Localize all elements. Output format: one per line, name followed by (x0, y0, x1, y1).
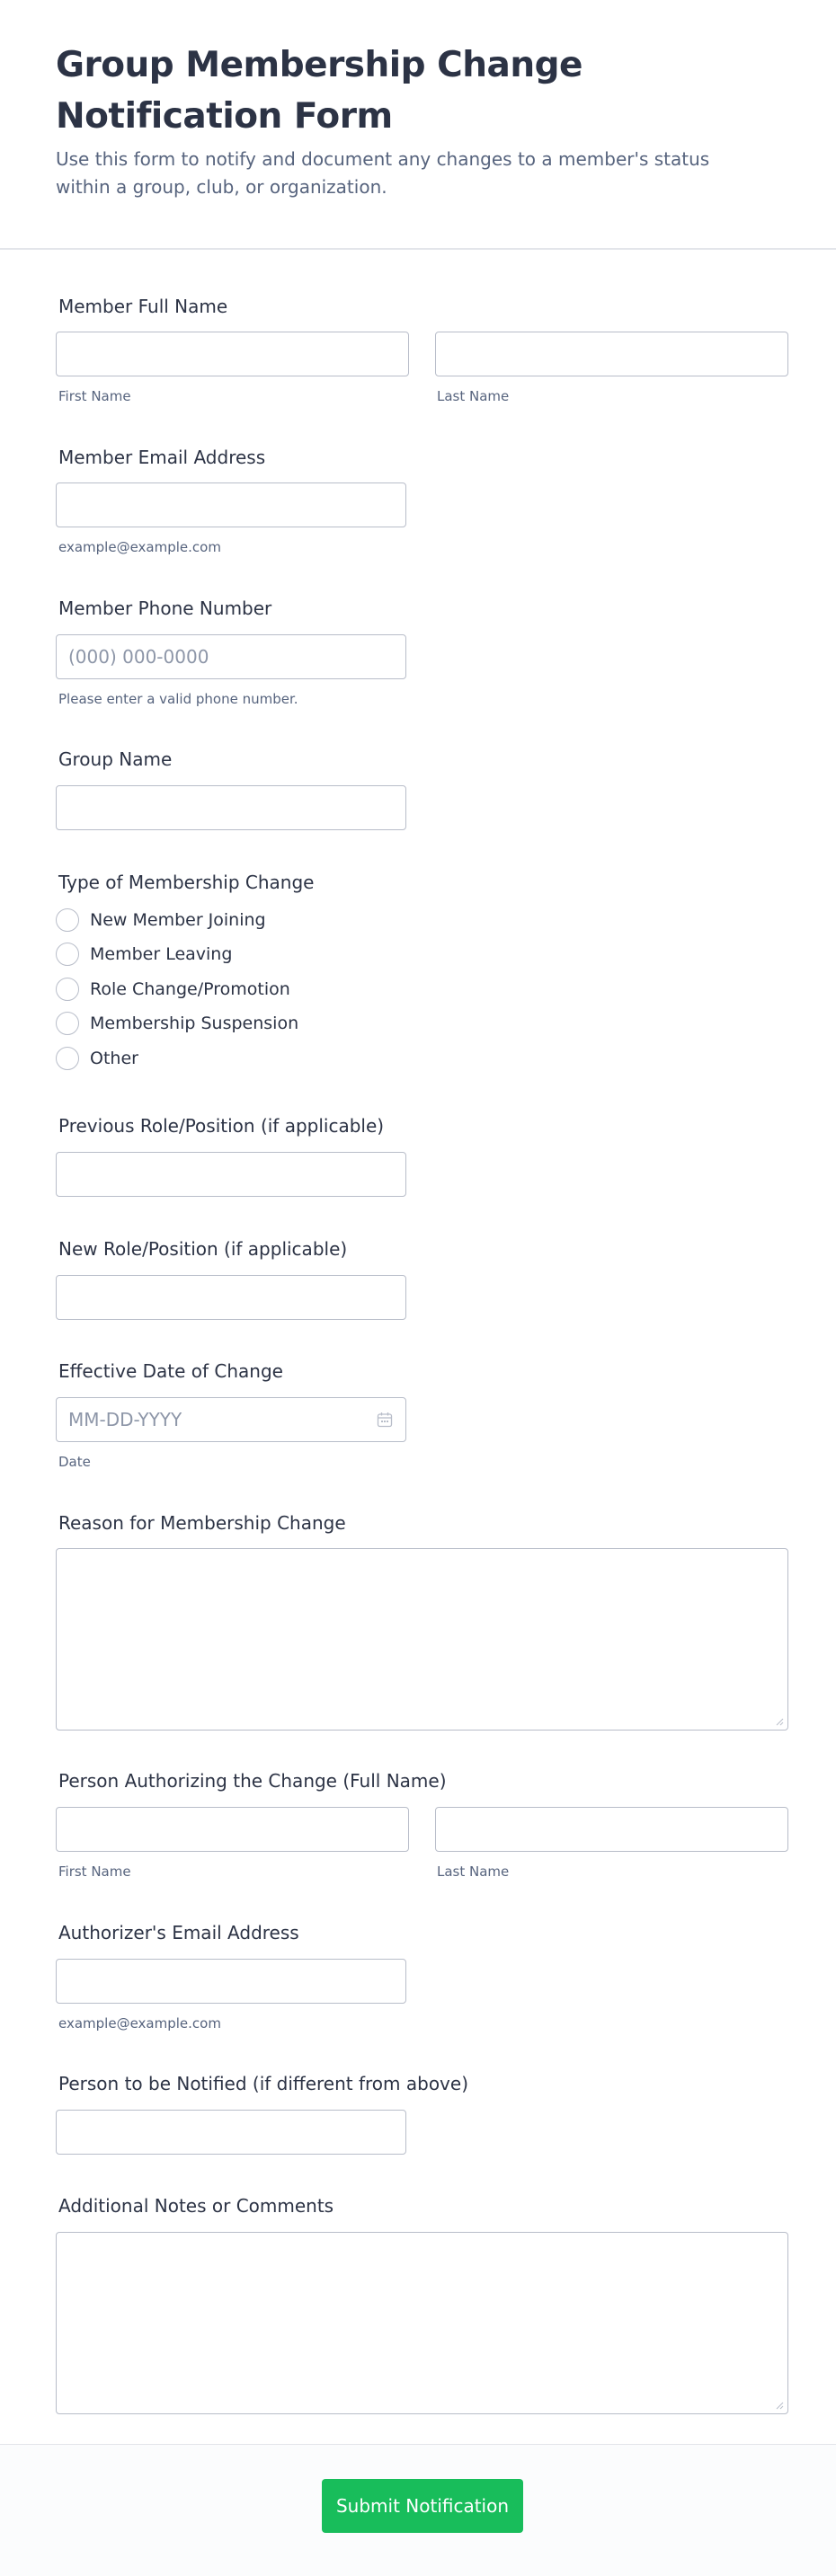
form-subtitle: Use this form to notify and document any changes to a member's status within a group, club, or organization. (56, 148, 710, 198)
authorizer-email-sublabel: example@example.com (58, 2015, 221, 2032)
resize-grip-icon[interactable] (775, 2401, 784, 2410)
radio-option-label: Member Leaving (90, 944, 233, 964)
member-email-sublabel: example@example.com (58, 539, 221, 555)
member-email-label: Member Email Address (58, 447, 266, 468)
member-phone-input[interactable] (56, 634, 406, 679)
new-role-input[interactable] (56, 1275, 406, 1320)
authorizer-email-input[interactable] (56, 1959, 406, 2004)
effective-date-placeholder: MM-DD-YYYY (68, 1409, 182, 1430)
reason-label: Reason for Membership Change (58, 1512, 346, 1534)
member-phone-sublabel: Please enter a valid phone number. (58, 691, 298, 707)
member-last-name-input[interactable] (435, 332, 788, 376)
member-first-name-sublabel: First Name (58, 388, 131, 404)
form-footer (0, 2444, 836, 2576)
member-phone-placeholder: (000) 000-0000 (68, 646, 209, 668)
calendar-icon[interactable] (377, 1412, 393, 1428)
effective-date-label: Effective Date of Change (58, 1360, 283, 1382)
effective-date-sublabel: Date (58, 1454, 91, 1470)
member-first-name-input[interactable] (56, 332, 409, 376)
previous-role-label: Previous Role/Position (if applicable) (58, 1115, 385, 1137)
change-type-label: Type of Membership Change (58, 872, 315, 893)
member-last-name-sublabel: Last Name (437, 388, 510, 404)
form-header (0, 0, 836, 250)
new-role-label: New Role/Position (if applicable) (58, 1238, 348, 1260)
member-email-input[interactable] (56, 482, 406, 527)
submit-button[interactable]: Submit Notification (322, 2479, 523, 2533)
reason-textarea[interactable] (56, 1548, 788, 1731)
effective-date-input[interactable] (56, 1397, 406, 1442)
notify-person-label: Person to be Notified (if different from above) (58, 2073, 468, 2094)
notify-person-input[interactable] (56, 2110, 406, 2155)
authorizer-name-label: Person Authorizing the Change (Full Name) (58, 1770, 447, 1792)
authorizer-last-name-sublabel: Last Name (437, 1863, 510, 1880)
group-name-label: Group Name (58, 748, 173, 770)
radio-button[interactable] (56, 1012, 79, 1035)
notes-label: Additional Notes or Comments (58, 2195, 334, 2217)
group-name-input[interactable] (56, 785, 406, 830)
authorizer-first-name-input[interactable] (56, 1807, 409, 1852)
form-title: Group Membership Change Notification Form (56, 45, 583, 137)
previous-role-input[interactable] (56, 1152, 406, 1197)
radio-option-label: Membership Suspension (90, 1014, 299, 1033)
member-name-label: Member Full Name (58, 296, 228, 317)
authorizer-last-name-input[interactable] (435, 1807, 788, 1852)
authorizer-email-label: Authorizer's Email Address (58, 1922, 299, 1943)
radio-button[interactable] (56, 978, 79, 1001)
radio-button[interactable] (56, 943, 79, 966)
member-phone-label: Member Phone Number (58, 598, 272, 619)
radio-option-label: New Member Joining (90, 910, 266, 930)
radio-option-label: Role Change/Promotion (90, 979, 290, 999)
resize-grip-icon[interactable] (775, 1717, 784, 1726)
radio-button[interactable] (56, 908, 79, 932)
authorizer-first-name-sublabel: First Name (58, 1863, 131, 1880)
radio-button[interactable] (56, 1047, 79, 1070)
radio-option-label: Other (90, 1049, 138, 1068)
notes-textarea[interactable] (56, 2232, 788, 2414)
